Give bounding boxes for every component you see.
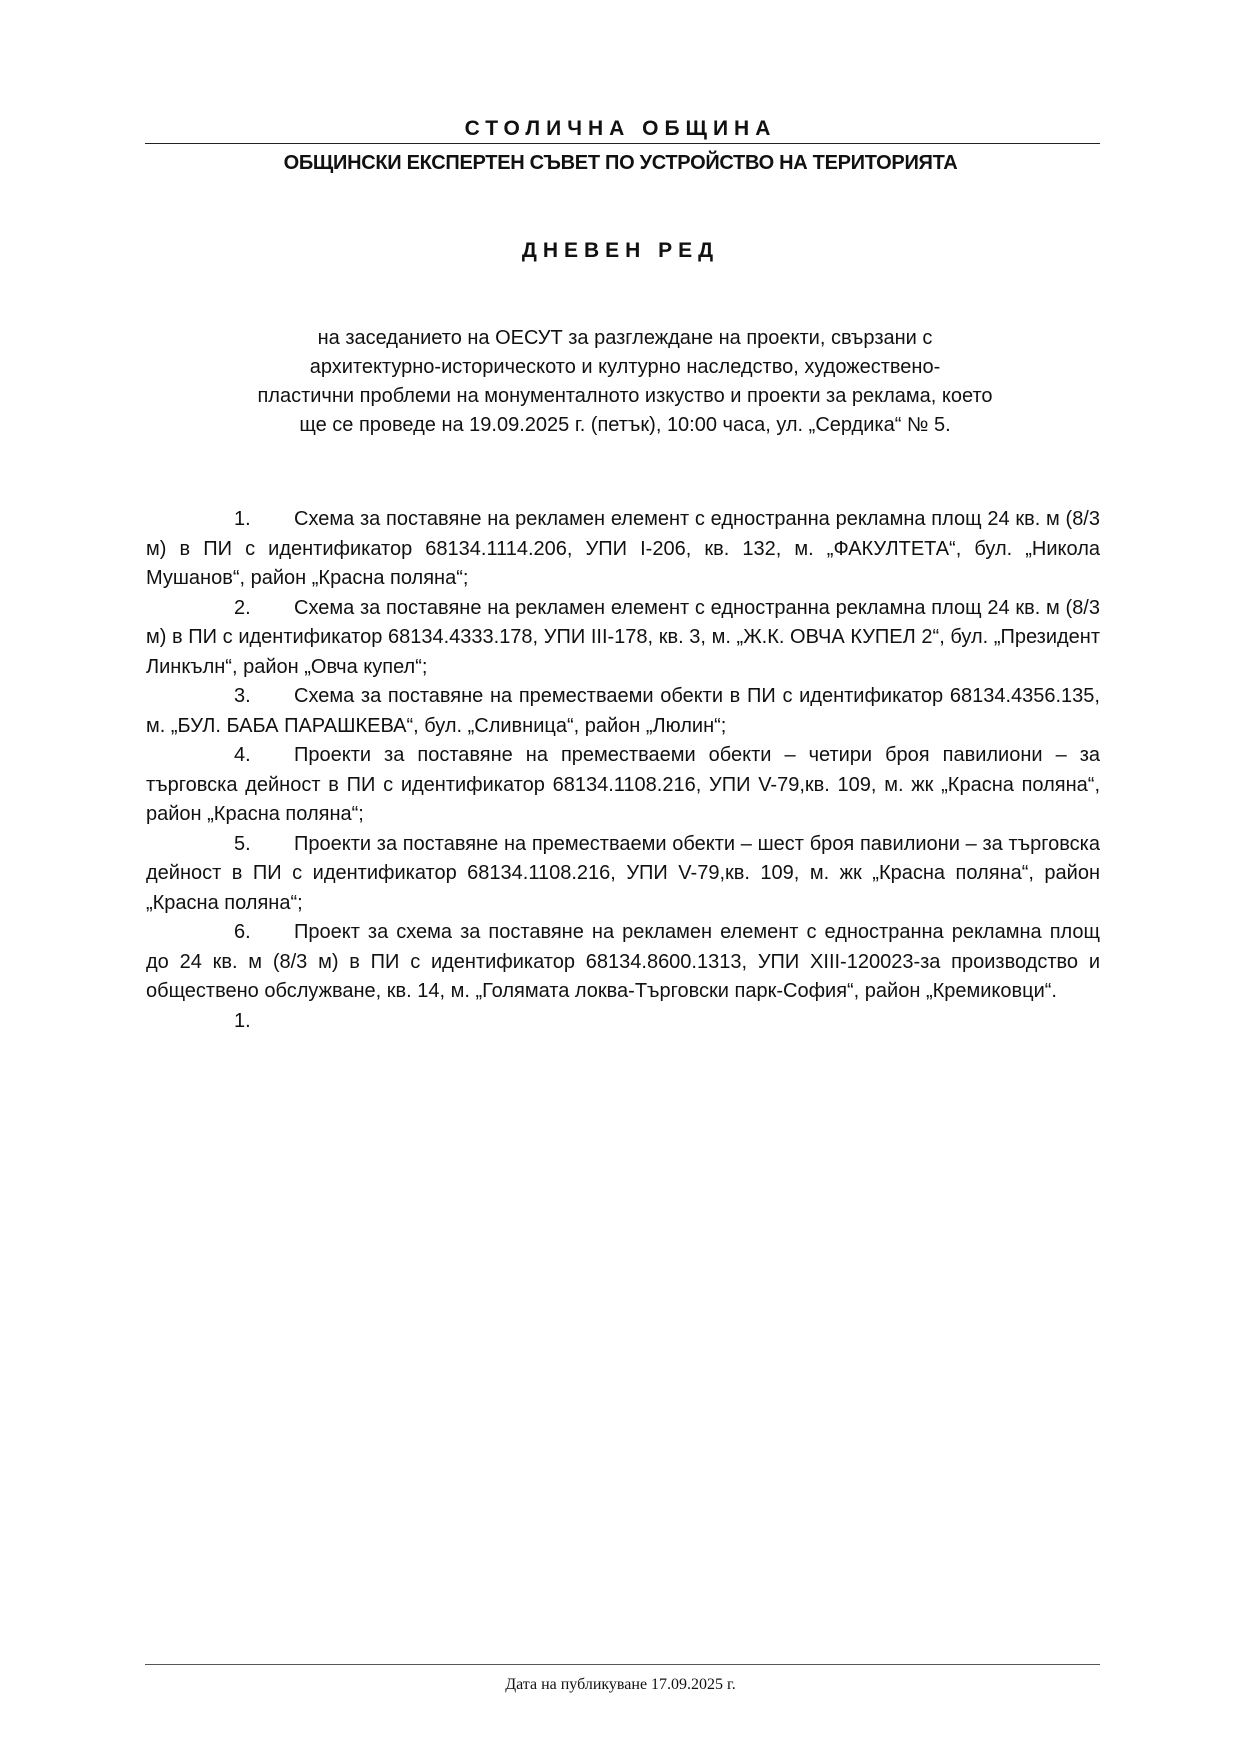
publication-date: Дата на публикуване 17.09.2025 г. [505, 1676, 736, 1693]
agenda-item-text: Схема за поставяне на рекламен елемент с едностранна рекламна площ 24 кв. м (8/3 м) в ПИ с идентификатор 68134.1114.206, УПИ I-206, кв. 132, м. „ФАКУЛТЕТА“, бул. „Никола Мушанов“, район „Красна поляна“; [146, 508, 1100, 589]
agenda-item [146, 741, 1100, 830]
agenda-item-text: Проекти за поставяне на преместваеми обекти – шест броя павилиони – за търговска дейност в ПИ с идентификатор 68134.1108.216, УПИ V-79,кв. 109, м. жк „Красна поляна“, район „Красна поляна“; [146, 832, 1100, 914]
agenda-item [146, 682, 1100, 741]
intro-line: ще се проведе на 19.09.2025 г. (петък), 10:00 часа, ул. „Сердика“ № 5. [299, 414, 951, 436]
agenda-item [146, 830, 1100, 919]
agenda-item-number: 2. [234, 596, 251, 619]
organization-name: СТОЛИЧНА ОБЩИНА [464, 117, 777, 140]
agenda-item-number: 5. [234, 832, 251, 855]
intro-line: архитектурно-историческото и културно наследство, художествено- [309, 356, 941, 378]
agenda-item-number: 1. [234, 1009, 251, 1032]
agenda-item [146, 918, 1100, 1007]
agenda-item-number: 6. [234, 921, 251, 943]
agenda-item-empty [146, 1007, 1100, 1037]
intro-line: на заседанието на ОЕСУТ за разглеждане на проекти, свързани с [317, 327, 933, 349]
footer-divider [145, 1664, 1100, 1665]
agenda-item-text: Схема за поставяне на преместваеми обекти в ПИ с идентификатор 68134.4356.135, м. „БУЛ. БАБА ПАРАШКЕВА“, бул. „Сливница“, район „Люлин“; [146, 685, 1100, 737]
agenda-item-number: 1. [234, 508, 251, 530]
agenda-item-text: Проект за схема за поставяне на рекламен елемент с едностранна рекламна площ до 24 кв. м (8/3 м) в ПИ с идентификатор 68134.8600.1313, УПИ XIII-120023-за производство и обществено обслужване, кв. 14, м. „Голямата локва-Търговски парк-София“, район „Кремиковци“. [146, 921, 1100, 1002]
document-title: ДНЕВЕН РЕД [521, 239, 720, 262]
header-divider [145, 143, 1100, 144]
intro-paragraph [190, 324, 1060, 440]
agenda-item-text: Проекти за поставяне на преместваеми обекти – четири броя павилиони – за търговска дейност в ПИ с идентификатор 68134.1108.216, УПИ V-79,кв. 109, м. жк „Красна поляна“, район „Красна поляна“; [146, 744, 1100, 825]
agenda-item [146, 594, 1100, 683]
agenda-item-text: Схема за поставяне на рекламен елемент с едностранна рекламна площ 24 кв. м (8/3 м) в ПИ с идентификатор 68134.4333.178, УПИ III-178, кв. 3, м. „Ж.К. ОВЧА КУПЕЛ 2“, бул. „Президент Линкълн“, район „Овча купел“; [146, 596, 1100, 678]
agenda-list [146, 505, 1100, 1036]
intro-line: пластични проблеми на монументалното изкуство и проекти за реклама, което [257, 385, 993, 407]
agenda-item-number: 4. [234, 744, 251, 766]
agenda-item [146, 505, 1100, 594]
council-name: ОБЩИНСКИ ЕКСПЕРТЕН СЪВЕТ ПО УСТРОЙСТВО НА ТЕРИТОРИЯТА [283, 152, 958, 174]
agenda-item-number: 3. [234, 685, 251, 707]
